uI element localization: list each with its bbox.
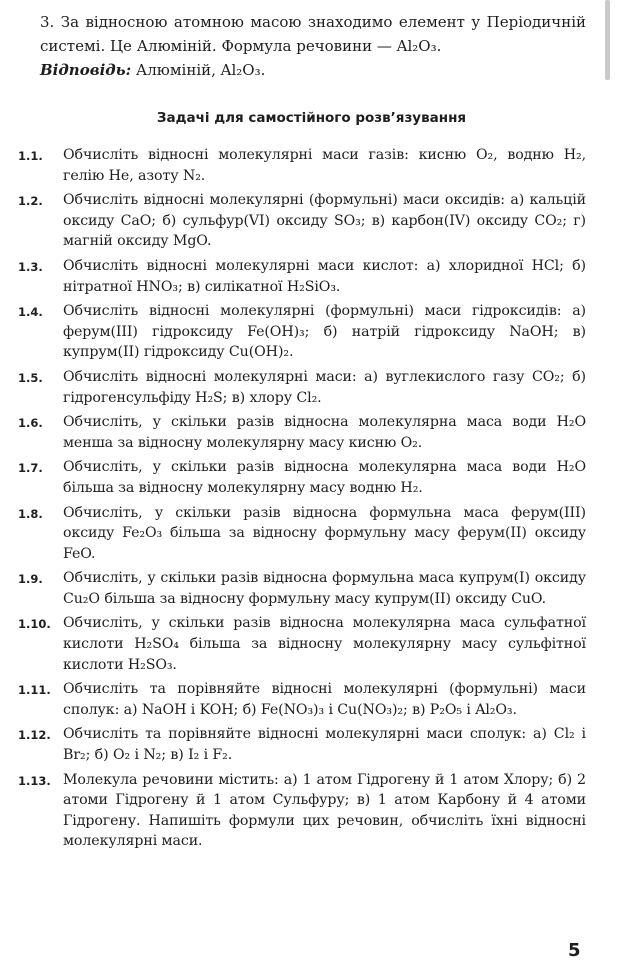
- task-number: 1.4.: [18, 305, 43, 320]
- task-number: 1.7.: [18, 461, 43, 476]
- solution-block: [40, 10, 586, 82]
- task-item: [0, 145, 623, 186]
- task-number: 1.13.: [18, 773, 51, 788]
- task-text: Обчисліть, у скільки разів відносна молекулярна маса сульфатної кислоти H₂SO₄ більша за відносну молекулярну масу сульфітної кислоти H₂SO₃.: [63, 615, 586, 673]
- answer-text: Алюміній, Al₂O₃.: [131, 61, 266, 79]
- task-number: 1.10.: [18, 617, 51, 632]
- task-item: [0, 724, 623, 765]
- task-item: [0, 613, 623, 675]
- task-item: [0, 770, 623, 852]
- task-text: Молекула речовини містить: а) 1 атом Гідрогену й 1 атом Хлору; б) 2 атоми Гідрогену й 1 атом Сульфуру; в) 1 атом Карбону й 4 атоми Гідрогену. Напишіть формули цих речовин, обчисліть їхні відносні молекулярні маси.: [63, 771, 586, 850]
- task-text: Обчисліть відносні молекулярні маси кислот: а) хлоридної HCl; б) нітратної HNO₃; в) силікатної H₂SiO₃.: [63, 257, 586, 295]
- task-list: [0, 145, 623, 856]
- task-text: Обчисліть, у скільки разів відносна формульна маса ферум(III) оксиду Fe₂O₃ більша за відносну формульну масу ферум(II) оксиду FeO.: [63, 504, 586, 562]
- task-item: [0, 190, 623, 252]
- task-number: 1.9.: [18, 572, 43, 587]
- task-item: [0, 301, 623, 363]
- task-item: [0, 367, 623, 408]
- task-number: 1.8.: [18, 506, 43, 521]
- task-number: 1.6.: [18, 416, 43, 431]
- task-text: Обчисліть та порівняйте відносні молекулярні (формульні) маси сполук: а) NaOH і KOH; б) Fe(NO₃)₃ і Cu(NO₃)₂; в) P₂O₅ і Al₂O₃.: [63, 681, 586, 718]
- solution-text: 3. За відносною атомною масою знаходимо елемент у Періодичній системі. Це Алюміній. Формула речовини — Al₂O₃.: [40, 13, 586, 55]
- task-item: [0, 568, 623, 609]
- task-text: Обчисліть відносні молекулярні (формульні) маси гідроксидів: а) ферум(III) гідроксиду Fe(OH)₃; б) натрій гідроксиду NaOH; в) купрум(II) гідроксиду Cu(OH)₂.: [63, 303, 586, 361]
- task-text: Обчисліть відносні молекулярні маси газів: кисню O₂, водню H₂, гелію He, азоту N₂.: [63, 147, 586, 184]
- task-text: Обчисліть, у скільки разів відносна молекулярна маса води H₂O більша за відносну молекулярну масу водню H₂.: [63, 459, 586, 496]
- scrollbar-thumb[interactable]: [605, 0, 610, 80]
- section-title: Задачі для самостійного розв’язування: [156, 110, 467, 126]
- task-item: [0, 412, 623, 453]
- task-item: [0, 503, 623, 565]
- page-number: 5: [568, 940, 581, 961]
- task-text: Обчисліть, у скільки разів відносна молекулярна маса води H₂O менша за відносну молекулярну масу кисню O₂.: [63, 414, 586, 451]
- task-number: 1.11.: [18, 683, 51, 698]
- task-number: 1.2.: [18, 194, 43, 209]
- task-number: 1.1.: [18, 149, 43, 163]
- task-text: Обчисліть, у скільки разів відносна формульна маса купрум(I) оксиду Cu₂O більша за відносну формульну масу купрум(II) оксиду CuO.: [63, 570, 586, 607]
- task-item: [0, 256, 623, 297]
- task-text: Обчисліть та порівняйте відносні молекулярні маси сполук: а) Cl₂ і Br₂; б) O₂ і N₂; в) I₂ і F₂.: [63, 726, 586, 764]
- task-item: [0, 457, 623, 498]
- answer-line: [40, 58, 586, 82]
- task-text: Обчисліть відносні молекулярні (формульні) маси оксидів: а) кальцій оксиду CaO; б) сульфур(VI) оксиду SO₃; в) карбон(IV) оксиду CO₂; г) магній оксиду MgO.: [63, 192, 586, 250]
- task-number: 1.5.: [18, 370, 43, 385]
- task-number: 1.12.: [18, 728, 51, 743]
- task-text: Обчисліть відносні молекулярні маси: а) вуглекислого газу CO₂; б) гідрогенсульфіду H₂S; в) хлору Cl₂.: [63, 368, 586, 406]
- answer-label: Відповідь:: [40, 61, 132, 79]
- task-number: 1.3.: [18, 259, 43, 274]
- task-item: [0, 679, 623, 720]
